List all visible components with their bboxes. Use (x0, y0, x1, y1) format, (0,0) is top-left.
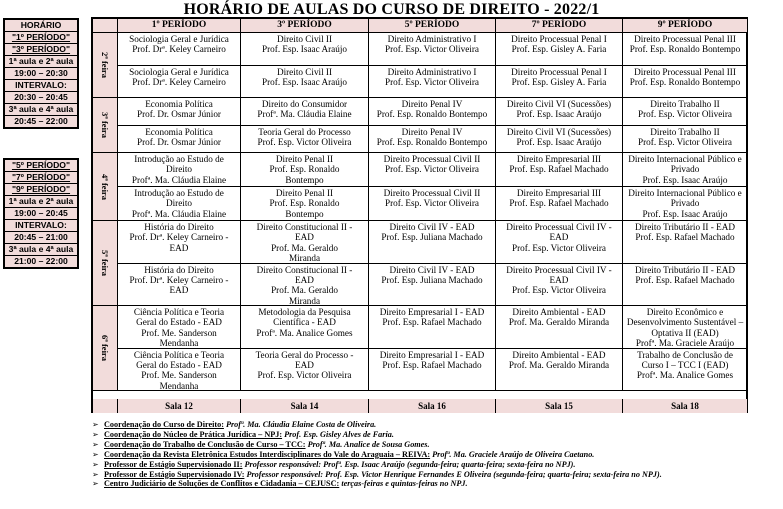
weekday-label (93, 153, 118, 221)
bullet-arrow-icon: ➢ (92, 439, 99, 449)
footer-label: Centro Judiciário de Soluções de Conflitos e Cidadania – CEJUSC: (104, 479, 340, 489)
class-slot: Direito Trabalho II Prof. Esp. Victor Oliveira (623, 98, 748, 126)
legend-line: 1ª aula e 2ª aula (5, 56, 77, 68)
bullet-arrow-icon: ➢ (92, 479, 99, 489)
weekday-text: 2ª feira (100, 52, 110, 78)
footer-value: Profª. Ma. Cláudia Elaine Costa de Oliveira. (223, 420, 377, 429)
coordination-footer (92, 420, 782, 489)
footer-label: Coordenação da Revista Eletrônica Estudos Interdisciplinares do Vale do Araguaia – REIVA: (104, 449, 431, 459)
footer-label: Professor de Estágio Supervisionado II: (104, 459, 243, 469)
room-label: Sala 14 (241, 399, 369, 413)
class-slot: Direito Empresarial I - EAD Prof. Esp. Rafael Machado (369, 306, 496, 349)
class-slot: Direito Empresarial III Prof. Esp. Rafael Machado (496, 153, 623, 187)
period-header: 7º PERÍODO (496, 19, 623, 33)
weekday-label (93, 221, 118, 306)
bullet-arrow-icon: ➢ (92, 429, 99, 439)
footer-value: Profª. Ma. Analice de Sousa Gomes. (305, 439, 430, 449)
class-slot: História do Direito Prof. Drª. Keley Carneiro - EAD (118, 264, 241, 307)
class-slot: Direito Penal II Prof. Esp. Ronaldo Bontempo (241, 187, 369, 221)
class-slot: Direito Processual Penal I Prof. Esp. Gisley A. Faria (496, 33, 623, 66)
class-slot: Direito do Consumidor Profª. Ma. Cláudia Elaine (241, 98, 369, 126)
class-slot: Direito Empresarial III Prof. Esp. Rafael Machado (496, 187, 623, 221)
legend-line: 21:00 – 22:00 (14, 256, 68, 266)
schedule-legend-top (3, 18, 79, 129)
legend-line: INTERVALO: (5, 220, 77, 232)
room-label: Sala 12 (118, 399, 241, 413)
footer-line (92, 470, 782, 480)
footer-line (92, 420, 782, 430)
weekday-label (93, 33, 118, 98)
footer-label: Coordenação do Curso de Direito: (104, 420, 224, 429)
bullet-arrow-icon: ➢ (92, 459, 99, 469)
class-slot: Direito Internacional Público e Privado Prof. Esp. Isaac Araújo (623, 153, 748, 187)
class-slot: Direito Tributário II - EAD Prof. Esp. Rafael Machado (623, 221, 748, 264)
room-label: Sala 18 (623, 399, 748, 413)
page-title: HORÁRIO DE AULAS DO CURSO DE DIREITO - 2022/1 (183, 1, 600, 18)
class-slot: Direito Civil II Prof. Esp. Isaac Araújo (241, 66, 369, 99)
class-slot: Economia Política Prof. Dr. Osmar Júnior (118, 126, 241, 154)
bullet-arrow-icon: ➢ (92, 469, 99, 479)
class-slot: Direito Penal II Prof. Esp. Ronaldo Bontempo (241, 153, 369, 187)
class-slot: Direito Administrativo I Prof. Esp. Victor Oliveira (369, 33, 496, 66)
class-slot: Direito Econômico e Desenvolvimento Sustentável – Optativa II (EAD) Profª. Ma. Graciele Araújo (623, 306, 748, 349)
room-label: Sala 16 (369, 399, 496, 413)
class-slot: Direito Processual Penal III Prof. Esp. Ronaldo Bontempo (623, 33, 748, 66)
grid-corner-bottom (93, 399, 118, 413)
class-slot: Introdução ao Estudo de Direito Profª. Ma. Cláudia Elaine (118, 153, 241, 187)
legend-line: 3ª aula e 4ª aula (5, 244, 77, 256)
class-slot: Direito Civil II Prof. Esp. Isaac Araújo (241, 33, 369, 66)
footer-value: Profª. Ma. Graciele Araújo de Oliveira Caetano. (430, 449, 595, 459)
class-slot: Direito Processual Civil II Prof. Esp. Victor Oliveira (369, 153, 496, 187)
class-slot: Direito Processual Civil II Prof. Esp. Victor Oliveira (369, 187, 496, 221)
legend-line: "7º PERÍODO" (5, 172, 77, 184)
footer-line (92, 450, 782, 460)
class-slot: Direito Constitucional II - EAD Prof. Ma. Geraldo Miranda (241, 221, 369, 264)
legend-line: "3º PERÍODO" (5, 44, 77, 56)
footer-label: Coordenação do Núcleo de Prática Jurídica – NPJ: (104, 429, 283, 439)
legend-line: 20:30 – 20:45 (5, 92, 77, 104)
legend-line: 20:45 – 21:00 (5, 232, 77, 244)
weekday-text: 3ª feira (100, 112, 110, 138)
weekday-text: 6ª feira (100, 335, 110, 361)
legend-line: 19:00 – 20:30 (5, 68, 77, 80)
class-slot: Direito Ambiental - EAD Prof. Ma. Geraldo Miranda (496, 306, 623, 349)
class-slot: Direito Civil VI (Sucessões) Prof. Esp. Isaac Araújo (496, 98, 623, 126)
footer-value: terças-feiras e quintas-feiras no NPJ. (339, 479, 468, 489)
class-slot: Direito Processual Penal I Prof. Esp. Gisley A. Faria (496, 66, 623, 99)
class-slot: Introdução ao Estudo de Direito Profª. Ma. Cláudia Elaine (118, 187, 241, 221)
class-slot: Sociologia Geral e Jurídica Prof. Drª. Keley Carneiro (118, 66, 241, 99)
grid-corner (93, 19, 118, 33)
footer-value: Professor responsável: Profª. Esp. Isaac Araújo (segunda-feira; quarta-feira; sexta-feira no NPJ). (242, 459, 576, 469)
weekday-label (93, 306, 118, 391)
class-slot: Direito Administrativo I Prof. Esp. Victor Oliveira (369, 66, 496, 99)
weekday-label (93, 98, 118, 153)
class-slot: Direito Civil IV - EAD Prof. Esp. Juliana Machado (369, 264, 496, 307)
class-slot: Direito Processual Civil IV - EAD Prof. Esp. Victor Oliveira (496, 264, 623, 307)
period-header: 3º PERÍODO (241, 19, 369, 33)
footer-label: Coordenação do Trabalho de Conclusão de Curso – TCC: (104, 439, 306, 449)
legend-line: "1º PERÍODO" (5, 32, 77, 44)
schedule-grid (91, 17, 748, 413)
legend-line: 1ª aula e 2ª aula (5, 196, 77, 208)
class-slot: Ciência Política e Teoria Geral do Estado - EAD Prof. Me. Sanderson Mendanha (118, 349, 241, 392)
legend-line: 3ª aula e 4ª aula (5, 104, 77, 116)
class-slot: Direito Processual Penal III Prof. Esp. Ronaldo Bontempo (623, 66, 748, 99)
footer-value: Prof. Esp. Gisley Alves de Faria. (282, 429, 394, 439)
room-label: Sala 15 (496, 399, 623, 413)
class-slot: Sociologia Geral e Jurídica Prof. Drª. Keley Carneiro (118, 33, 241, 66)
legend-line: "5º PERÍODO" (5, 160, 77, 172)
legend-line: 19:00 – 20:45 (5, 208, 77, 220)
class-slot: Direito Penal IV Prof. Esp. Ronaldo Bontempo (369, 98, 496, 126)
class-slot: Direito Empresarial I - EAD Prof. Esp. Rafael Machado (369, 349, 496, 392)
legend-line: HORÁRIO (5, 20, 77, 32)
schedule-legend-bottom (3, 158, 79, 269)
class-slot: Direito Ambiental - EAD Prof. Ma. Geraldo Miranda (496, 349, 623, 392)
bullet-arrow-icon: ➢ (92, 449, 99, 459)
legend-line: "9º PERÍODO" (5, 184, 77, 196)
class-slot: Direito Civil IV - EAD Prof. Esp. Juliana Machado (369, 221, 496, 264)
class-slot: Teoria Geral do Processo - EAD Prof. Esp. Victor Oliveira (241, 349, 369, 392)
class-slot: Direito Constitucional II - EAD Prof. Ma. Geraldo Miranda (241, 264, 369, 307)
footer-line (92, 479, 782, 489)
class-slot: Metodologia da Pesquisa Científica - EAD Profª. Ma. Analice Gomes (241, 306, 369, 349)
weekday-text: 5ª feira (100, 250, 110, 276)
footer-line (92, 440, 782, 450)
footer-value: Professor responsável: Prof. Esp. Victor Henrique Fernandes E Oliveira (segunda-feira; quarta-feira; sexta-feira no NPJ). (244, 469, 662, 479)
legend-line: INTERVALO: (5, 80, 77, 92)
legend-line: 20:45 – 22:00 (14, 116, 68, 126)
class-slot: Trabalho de Conclusão de Curso I – TCC I (EAD) Profª. Ma. Analice Gomes (623, 349, 748, 392)
class-slot: Direito Processual Civil IV - EAD Prof. Esp. Victor Oliveira (496, 221, 623, 264)
period-header: 9º PERÍODO (623, 19, 748, 33)
class-slot: Direito Tributário II - EAD Prof. Esp. Rafael Machado (623, 264, 748, 307)
class-slot: Teoria Geral do Processo Prof. Esp. Victor Oliveira (241, 126, 369, 154)
period-header: 1º PERÍODO (118, 19, 241, 33)
class-slot: Economia Política Prof. Dr. Osmar Júnior (118, 98, 241, 126)
class-slot: Direito Civil VI (Sucessões) Prof. Esp. Isaac Araújo (496, 126, 623, 154)
class-slot: Direito Trabalho II Prof. Esp. Victor Oliveira (623, 126, 748, 154)
class-slot: História do Direito Prof. Drª. Keley Carneiro - EAD (118, 221, 241, 264)
bullet-arrow-icon: ➢ (92, 420, 99, 429)
weekday-text: 4ª feira (100, 173, 110, 200)
footer-line (92, 430, 782, 440)
class-slot: Direito Penal IV Prof. Esp. Ronaldo Bontempo (369, 126, 496, 154)
footer-label: Professor de Estágio Supervisionado IV: (104, 469, 245, 479)
class-slot: Direito Internacional Público e Privado Prof. Esp. Isaac Araújo (623, 187, 748, 221)
period-header: 5º PERÍODO (369, 19, 496, 33)
footer-line (92, 460, 782, 470)
class-slot: Ciência Política e Teoria Geral do Estado - EAD Prof. Me. Sanderson Mendanha (118, 306, 241, 349)
